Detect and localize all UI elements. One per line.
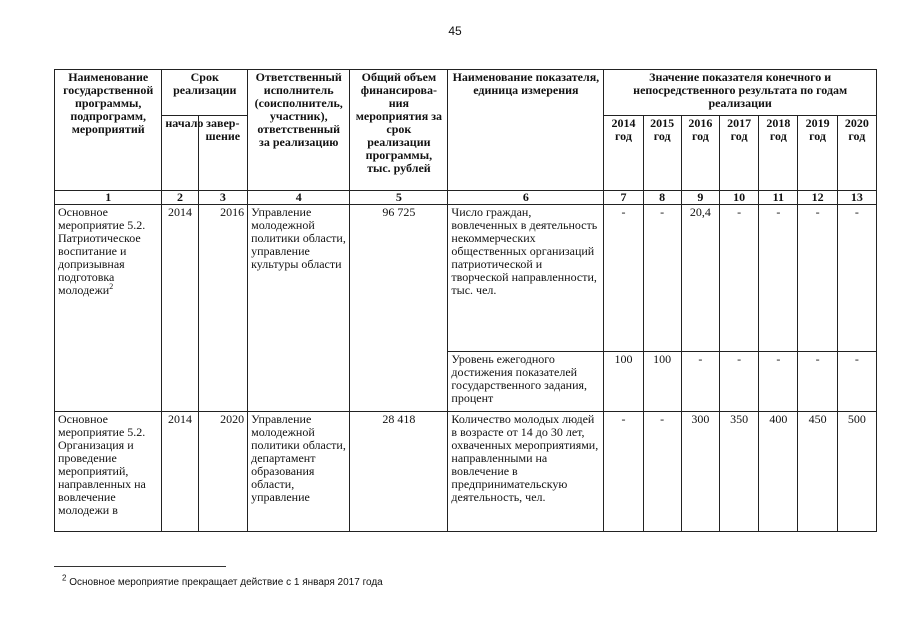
indicator-value: - [604, 412, 643, 532]
indicator-value: 500 [837, 412, 876, 532]
measure-name: Основное мероприятие 5.2. Организация и проведение мероприятий, направленных на вовлечение молодежи в [55, 412, 162, 532]
column-number: 7 [604, 191, 643, 205]
column-number: 4 [248, 191, 350, 205]
indicator-value: 20,4 [681, 205, 719, 352]
indicator-value: - [837, 352, 876, 412]
executor: Управление молодежной политики области, управление культуры области [248, 205, 350, 412]
header-year: 2014 год [604, 116, 643, 191]
header-values: Значение показателя конечного и непосредственного результата по годам реализации [604, 70, 877, 116]
start-year: 2014 [162, 205, 198, 412]
header-year: 2015 год [643, 116, 681, 191]
footnote-separator [54, 566, 226, 567]
indicator-value: - [681, 352, 719, 412]
header-finance: Общий объем финансирова-ния мероприятия за срок реализации программы, тыс. рублей [350, 70, 448, 191]
indicator-value: - [798, 205, 837, 352]
start-year: 2014 [162, 412, 198, 532]
indicator-name: Уровень ежегодного достижения показателей государственного задания, процент [448, 352, 604, 412]
footnote-marker: 2 [62, 573, 67, 583]
column-number: 6 [448, 191, 604, 205]
indicator-name: Число граждан, вовлеченных в деятельность некоммерческих общественных организаций патриотической и творческой направленности, тыс. чел. [448, 205, 604, 352]
indicator-value: 450 [798, 412, 837, 532]
table-row [55, 205, 877, 352]
column-number: 12 [798, 191, 837, 205]
table-row [55, 412, 877, 532]
footnote-reference: 2 [109, 282, 114, 291]
indicator-value: - [719, 205, 758, 352]
end-year: 2020 [198, 412, 248, 532]
header-period: Срок реализации [162, 70, 248, 116]
header-indicator: Наименование показателя, единица измерения [448, 70, 604, 191]
header-year: 2019 год [798, 116, 837, 191]
indicator-value: - [643, 205, 681, 352]
indicator-name: Количество молодых людей в возрасте от 14 до 30 лет, охваченных мероприятиями, направленными на вовлечение в предпринимательскую деятельность, чел. [448, 412, 604, 532]
column-number: 3 [198, 191, 248, 205]
indicator-value: - [604, 205, 643, 352]
finance-amount: 96 725 [350, 205, 448, 412]
indicator-value: - [798, 352, 837, 412]
executor: Управление молодежной политики области, департамент образования области, управление [248, 412, 350, 532]
measure-name-text: Основное мероприятие 5.2. Патриотическое воспитание и допризывная подготовка молодежи [58, 205, 146, 297]
measure-name [55, 205, 162, 412]
footnote [62, 573, 383, 588]
column-number: 2 [162, 191, 198, 205]
column-number: 5 [350, 191, 448, 205]
header-program-name: Наименование государственной программы, подпрограмм, мероприятий [55, 70, 162, 191]
indicator-value: - [643, 412, 681, 532]
column-number: 13 [837, 191, 876, 205]
indicator-value: - [719, 352, 758, 412]
header-start: начало [162, 116, 198, 191]
header-executor: Ответственный исполнитель (соисполнитель, участник), ответственный за реализацию [248, 70, 350, 191]
indicator-value: 100 [643, 352, 681, 412]
header-year: 2020 год [837, 116, 876, 191]
indicator-value: - [759, 205, 798, 352]
indicator-value: 100 [604, 352, 643, 412]
indicator-value: 300 [681, 412, 719, 532]
column-number: 10 [719, 191, 758, 205]
column-number: 11 [759, 191, 798, 205]
indicator-value: 400 [759, 412, 798, 532]
finance-amount: 28 418 [350, 412, 448, 532]
column-number: 1 [55, 191, 162, 205]
indicator-value: - [837, 205, 876, 352]
column-number: 9 [681, 191, 719, 205]
header-end: завер-шение [198, 116, 248, 191]
footnote-text: Основное мероприятие прекращает действие с 1 января 2017 года [69, 577, 383, 588]
program-table [54, 69, 877, 532]
header-year: 2016 год [681, 116, 719, 191]
column-number: 8 [643, 191, 681, 205]
indicator-value: - [759, 352, 798, 412]
indicator-value: 350 [719, 412, 758, 532]
header-year: 2017 год [719, 116, 758, 191]
header-year: 2018 год [759, 116, 798, 191]
page-number: 45 [448, 24, 462, 38]
end-year: 2016 [198, 205, 248, 412]
